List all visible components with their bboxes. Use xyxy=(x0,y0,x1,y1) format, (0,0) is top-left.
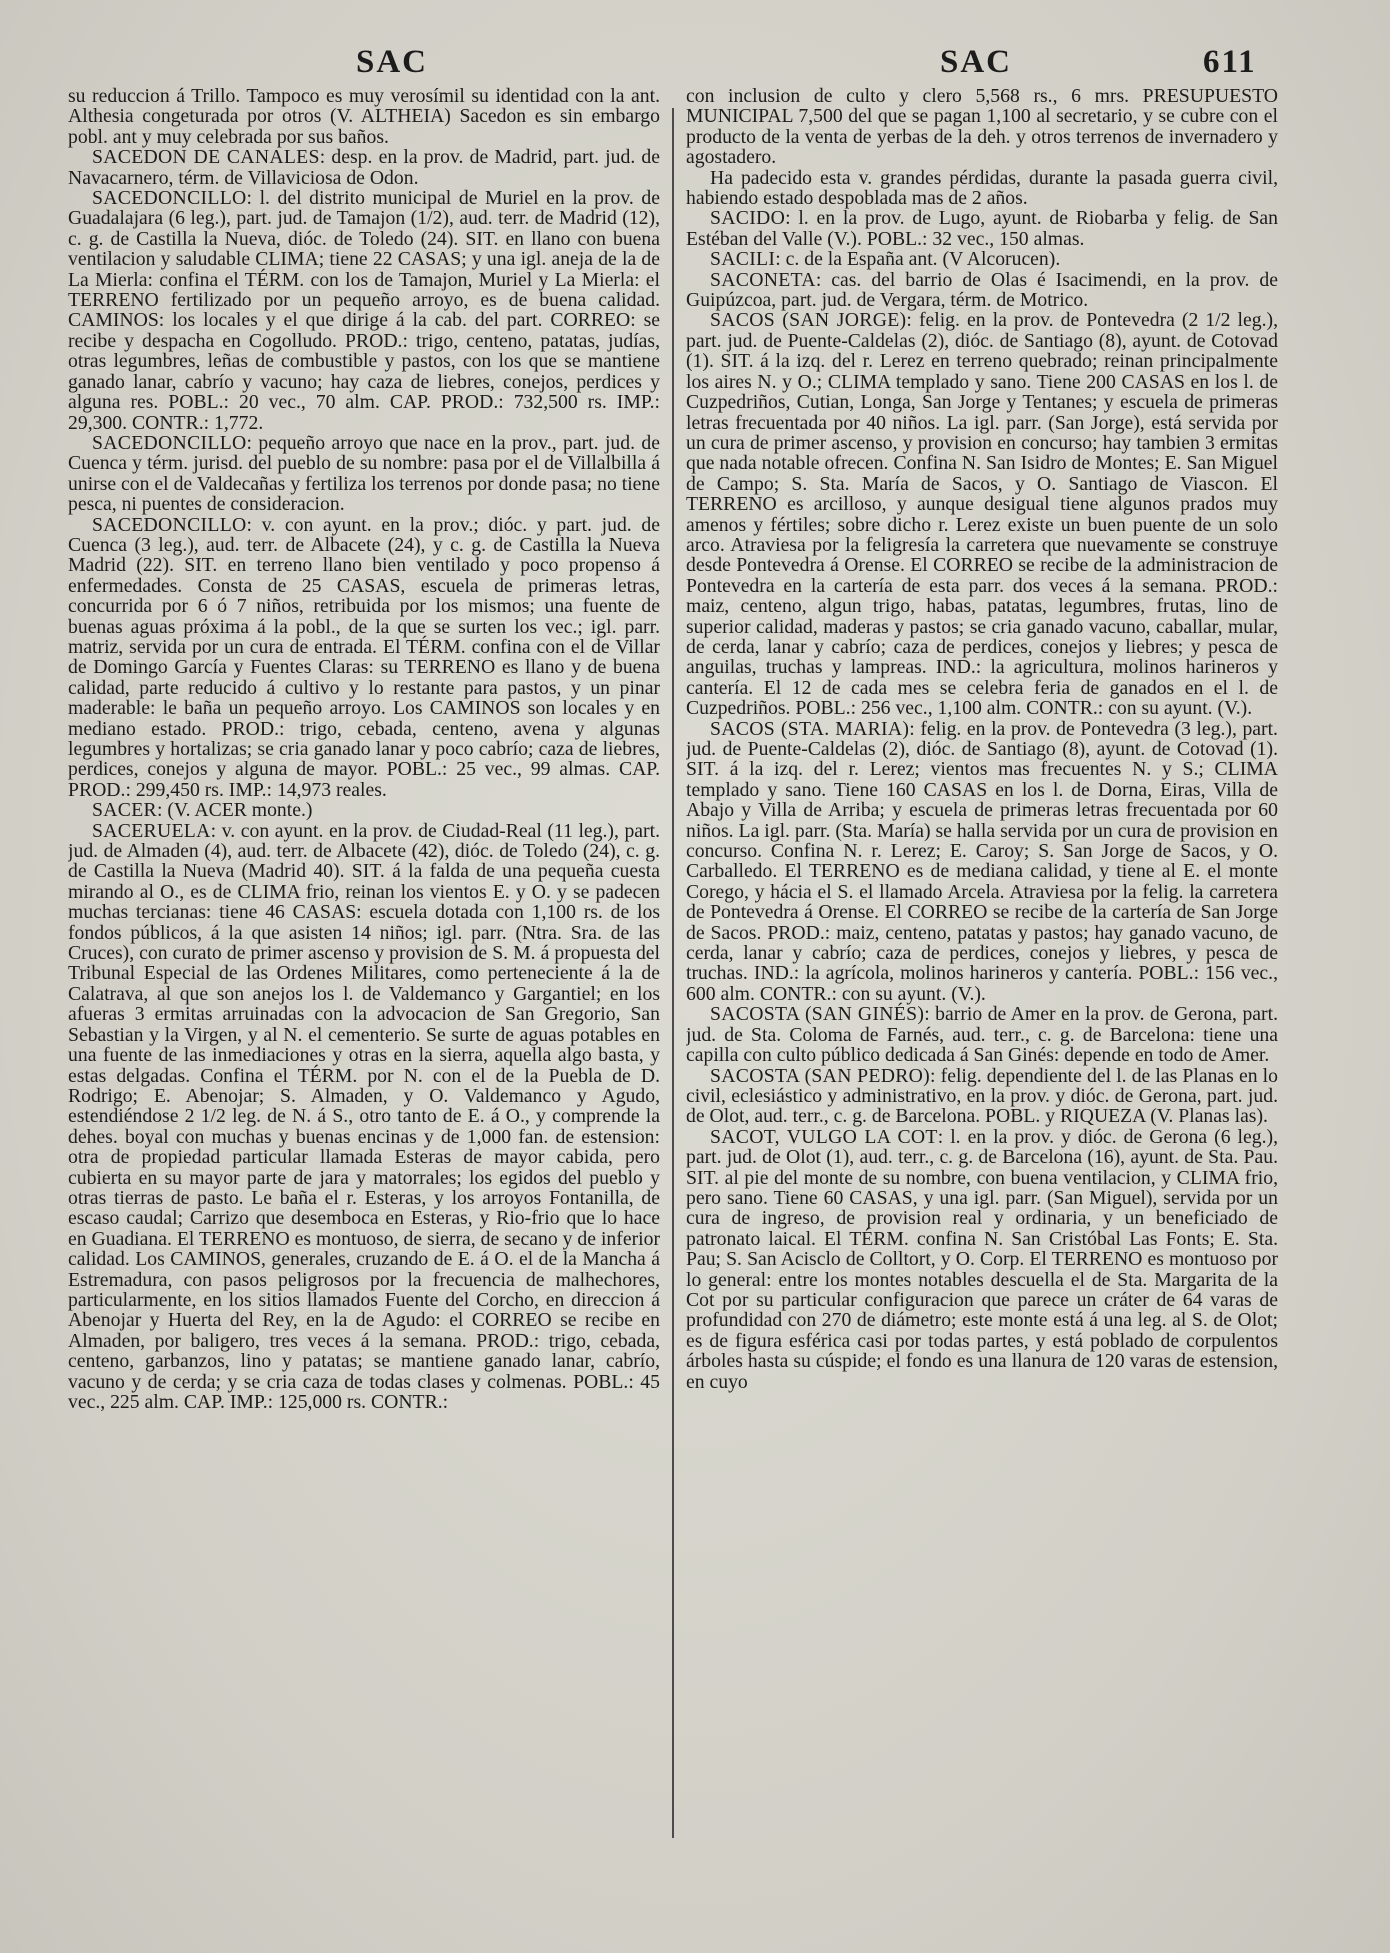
entry-paragraph xyxy=(686,1004,1278,1065)
entry-headword: SACEDONCILLO xyxy=(92,513,247,536)
entry-text: : barrio de Amer en la prov. de Gerona, part. jud. de Sta. Coloma de Farnés, aud. terr., c. g. de Barcelona: tiene una capilla con culto público dedicada á San Ginés: depende en todo de Amer. xyxy=(686,1003,1278,1067)
entry-paragraph xyxy=(686,168,1278,209)
entry-paragraph xyxy=(686,249,1278,269)
entry-text: : l. en la prov. y dióc. de Gerona (6 leg.), part. jud. de Olot (1), aud. terr., c. g. de Barcelona (16), ayunt. de Sta. Pau. SIT. al pie del monte de su nombre, con buena ventilacion, y CLIMA frio, pero sano. Tiene 60 CASAS, y una igl. parr. (San Miguel), servida por un cura de ingreso, de provision real y ordinaria, y un beneficiado de patronato laical. El TÉRM. confina N. San Cristóbal Las Fonts; E. Sta. Pau; S. San Acisclo de Colltort, y O. Corp. El TERRENO es montuoso por lo general: entre los montes notables descuella el de Sta. Margarita de la Cot por su particular configuracion que parece un cráter de 64 varas de profundidad con 270 de diámetro; este monte está á una leg. al S. de Olot; es de figura esférica casi por todas partes, y está poblado de corpulentos árboles hasta su cúspide; el fondo es una llanura de 120 varas de estension, en cuyo xyxy=(686,1125,1278,1393)
running-head-right: SAC xyxy=(940,44,1013,80)
entry-headword: SACOSTA (SAN PEDRO) xyxy=(710,1064,931,1087)
entry-text: : felig. dependiente del l. de las Planas en lo civil, eclesiástico y administrativo, en la prov. y dióc. de Gerona, part. jud. de Olot, aud. terr., c. g. de Barcelona. POBL. y RIQUEZA (V. Planas las). xyxy=(686,1064,1278,1128)
entry-paragraph xyxy=(68,821,660,1413)
entry-text: : c. de la España ant. (V Alcorucen). xyxy=(775,248,1061,271)
entry-text: : pequeño arroyo que nace en la prov., part. jud. de Cuenca y térm. jurisd. del pueblo de su nombre: pasa por el de Villalbilla á unirse con el de Valdecañas y fertiliza los terrenos por donde pasa; no tiene pesca, ni puentes de consideracion. xyxy=(68,431,660,516)
entry-paragraph xyxy=(68,86,660,147)
entry-text: : (V. ACER monte.) xyxy=(156,799,313,822)
page-number: 611 xyxy=(1203,44,1257,80)
column-divider xyxy=(672,108,674,1838)
entry-headword: SACOS (STA. MARIA) xyxy=(710,717,910,740)
running-head-left: SAC xyxy=(356,44,429,80)
entry-headword: SACERUELA xyxy=(92,819,211,842)
entry-headword: SACER xyxy=(92,799,157,822)
entry-paragraph xyxy=(68,147,660,188)
right-column xyxy=(686,86,1278,1846)
entry-paragraph xyxy=(686,1127,1278,1392)
entry-headword: SACONETA xyxy=(710,268,816,291)
entry-paragraph xyxy=(686,270,1278,311)
entry-paragraph xyxy=(686,310,1278,718)
entry-text: : felig. en la prov. de Pontevedra (3 leg.), part. jud. de Puente-Caldelas (2), dióc. de Santiago (8), ayunt. de Cotovad (1). SIT. á la izq. del r. Lerez; vientos mas frecuentes N. y S.; CLIMA templado y sano. Tiene 160 CASAS en los l. de Dorna, Eiras, Villa de Abajo y Villa de Arriba; y escuela de primeras letras frecuentada por 60 niños. La igl. parr. (Sta. María) se halla servida por un cura de provision en concurso. Confina N. r. Lerez; E. Caroy; S. San Jorge de Sacos, y O. Carballedo. El TERRENO es de mediana calidad, y tiene al E. el monte Corego, y hácia el S. el llamado Arcela. Atraviesa por la felig. la carretera de Pontevedra á Orense. El CORREO se recibe de la cartería de San Jorge de Sacos. PROD.: maiz, centeno, patatas y pastos; hay ganado vacuno, de cerda, lanar y cabrío; caza de perdices, conejos y liebres, y pesca de truchas. IND.: la agrícola, molinos harineros y cantería. POBL.: 156 vec., 600 alm. CONTR.: con su ayunt. (V.). xyxy=(686,717,1278,1005)
entry-headword: SACEDONCILLO xyxy=(92,187,247,210)
entry-headword: SACIDO xyxy=(710,207,786,230)
entry-headword: SACOS (SAN JORGE) xyxy=(710,309,907,332)
entry-headword: SACEDONCILLO xyxy=(92,431,247,454)
entry-paragraph xyxy=(686,719,1278,1005)
entry-paragraph xyxy=(68,515,660,801)
entry-paragraph xyxy=(686,208,1278,249)
entry-paragraph xyxy=(686,86,1278,168)
entry-text: : felig. en la prov. de Pontevedra (2 1/2 leg.), part. jud. de Puente-Caldelas (2), dióc. de Santiago (8), ayunt. de Cotovad (1). SIT. á la izq. del r. Lerez en terreno quebrado; reinan principalmente los aires N. y O.; CLIMA templado y sano. Tiene 200 CASAS en los l. de Cuzpedriños, Cutian, Longa, San Jorge y Tentanes; y escuela de primeras letras frecuentada por 40 niños. La igl. parr. (San Jorge), está servida por un cura de primer ascenso, y provision en concurso; hay tambien 3 ermitas que nada notable ofrecen. Confina N. San Isidro de Montes; E. San Miguel de Campo; S. Sta. María de Sacos, y O. Santiago de Viascon. El TERRENO es arcilloso, y aunque desigual tiene algunos prados muy amenos y fértiles; sobre dicho r. Lerez existe un buen puente de un solo arco. Atraviesa por la feligresía la carretera que nuevamente se construye desde Pontevedra á Orense. El CORREO se recibe de la administracion de Pontevedra en la cartería de esta parr. dos veces á la semana. PROD.: maiz, centeno, algun trigo, habas, patatas, legumbres, frutas, lino de superior calidad, maderas y pastos; se cria ganado vacuno, caballar, mular, de cerda, lanar y cabrío; caza de perdices, conejos y liebres; y pesca de anguilas, truchas y lampreas. IND.: la agricultura, molinos harineros y cantería. El 12 de cada mes se celebra feria de ganados en el l. de Cuzpedriños. POBL.: 256 vec., 1,100 alm. CONTR.: con su ayunt. (V.). xyxy=(686,309,1278,720)
entry-paragraph xyxy=(68,800,660,820)
left-column xyxy=(68,86,660,1846)
entry-headword: SACEDON DE CANALES xyxy=(92,146,320,169)
entry-headword: SACOT, VULGO LA COT xyxy=(710,1125,938,1148)
entry-text: su reduccion á Trillo. Tampoco es muy verosímil su identidad con la ant. Althesia congeturada por otros (V. ALTHEIA) Sacedon es sin embargo pobl. ant y muy celebrada por sus baños. xyxy=(68,86,660,148)
entry-headword: SACILI xyxy=(710,248,776,271)
entry-paragraph xyxy=(68,188,660,433)
entry-text: : v. con ayunt. en la prov.; dióc. y part. jud. de Cuenca (3 leg.), aud. terr. de Albacete (24), y c. g. de Castilla la Nueva Madrid (22). SIT. en terreno llano bien ventilado y poco propenso á enfermedades. Consta de 25 CASAS, escuela de primeras letras, concurrida por 6 ó 7 niños, retribuida por los mismos; una fuente de buenas aguas próxima á la pobl., de la que se surten los vec.; igl. parr. matriz, servida por un cura de entrada. El TÉRM. confina con el de Villar de Domingo García y Fuentes Claras: su TERRENO es llano y de buena calidad, parte reducido á cultivo y lo restante para pastos, y un pinar maderable: le baña un pequeño arroyo. Los CAMINOS son locales y en mediano estado. PROD.: trigo, cebada, centeno, avena y algunas legumbres y hortalizas; se cria ganado lanar y poco cabrío; caza de liebres, perdices, conejos y alguna de mayor. POBL.: 25 vec., 99 almas. CAP. PROD.: 299,450 rs. IMP.: 14,973 reales. xyxy=(68,513,660,801)
entry-text: con inclusion de culto y clero 5,568 rs., 6 mrs. PRESUPUESTO MUNICIPAL 7,500 del que se pagan 1,100 al secretario, y se cubre con el producto de la venta de yerbas de la deh. y otros terrenos de invernadero y agostadero. xyxy=(686,86,1278,169)
entry-headword: SACOSTA (SAN GINÉS) xyxy=(710,1003,925,1026)
entry-text: : l. en la prov. de Lugo, ayunt. de Riobarba y felig. de San Estéban del Valle (V.). POBL.: 32 vec., 150 almas. xyxy=(686,207,1278,250)
entry-text: Ha padecido esta v. grandes pérdidas, durante la pasada guerra civil, habiendo estado despoblada mas de 2 años. xyxy=(686,166,1278,210)
entry-text: : l. del distrito municipal de Muriel en la prov. de Guadalajara (6 leg.), part. jud. de Tamajon (1/2), aud. terr. de Madrid (12), c. g. de Castilla la Nueva, dióc. de Toledo (24). SIT. en llano con buena ventilacion y saludable CLIMA; tiene 22 CASAS; y una igl. aneja de la de La Mierla: confina el TÉRM. con los de Tamajon, Muriel y La Mierla: el TERRENO fertilizado por un pequeño arroyo, es de buena calidad. CAMINOS: los locales y el que dirige á la cab. del part. CORREO: se recibe y despacha en Cogolludo. PROD.: trigo, centeno, patatas, judías, otras legumbres, leñas de combustible y pastos, con los que se mantiene ganado lanar, cabrío y vacuno; hay caza de liebres, conejos, perdices y alguna res. POBL.: 20 vec., 70 alm. CAP. PROD.: 732,500 rs. IMP.: 29,300. CONTR.: 1,772. xyxy=(68,187,660,434)
entry-paragraph xyxy=(68,433,660,515)
entry-text: : v. con ayunt. en la prov. de Ciudad-Real (11 leg.), part. jud. de Almaden (4), aud. terr. de Albacete (42), dióc. de Toledo (24), c. g. de Castilla la Nueva (Madrid 40). SIT. á la falda de una pequeña cuesta mirando al O., es de CLIMA frio, reinan los vientos E. y O. y se padecen muchas tercianas: tiene 46 CASAS: escuela dotada con 1,100 rs. de los fondos públicos, á la que asisten 14 niños; igl. parr. (Ntra. Sra. de las Cruces), con curato de primer ascenso y provision de S. M. á propuesta del Tribunal Especial de las Ordenes Militares, como perteneciente á la de Calatrava, al que son anejos los l. de Valdemanco y Gargantiel; en los afueras 3 ermitas arruinadas con la advocacion de San Gregorio, San Sebastian y la Virgen, y al N. el cementerio. Se surte de aguas potables en una fuente de las inmediaciones y otras en la sierra, aquella algo basta, y estas delgadas. Confina el TÉRM. por N. con el de la Puebla de D. Rodrigo; E. Abenojar; S. Almaden, y O. Valdemanco y Agudo, estendiéndose 2 1/2 leg. de N. á S., otro tanto de E. á O., y comprende la dehes. boyal con muchas y buenas encinas y de 1,000 fan. de estension: otra de propiedad particular llamada Esteras de mayor cabida, pero cubierta en su mayor parte de jara y matorrales; los egidos del pueblo y otras tierras de pasto. Le baña el r. Esteras, y los arroyos Fontanilla, de escaso caudal; Carrizo que desemboca en Esteras, y Rio-frio que lo hace en Guadiana. El TERRENO es montuoso, de sierra, de secano y de inferior calidad. Los CAMINOS, generales, cruzando de E. á O. el de la Mancha á Estremadura, con pasos peligrosos por la frecuencia de malhechores, particularmente, en los sitios llamados Fuente del Corcho, en direccion á Abenojar y Huerta del Rey, en la de Agudo: el CORREO se recibe en Almaden, por baligero, tres veces á la semana. PROD.: trigo, cebada, centeno, garbanzos, lino y patatas; se mantiene ganado lanar, cabrío, vacuno y de cerda; y se cria caza de todas clases y colmenas. POBL.: 45 vec., 225 alm. CAP. IMP.: 125,000 rs. CONTR.: xyxy=(68,819,660,1413)
entry-text: : cas. del barrio de Olas é Isacimendi, en la prov. de Guipúzcoa, part. jud. de Vergara, térm. de Motrico. xyxy=(686,268,1278,312)
entry-text: : desp. en la prov. de Madrid, part. jud. de Navacarnero, térm. de Villaviciosa de Odon. xyxy=(68,146,660,189)
entry-paragraph xyxy=(686,1066,1278,1127)
